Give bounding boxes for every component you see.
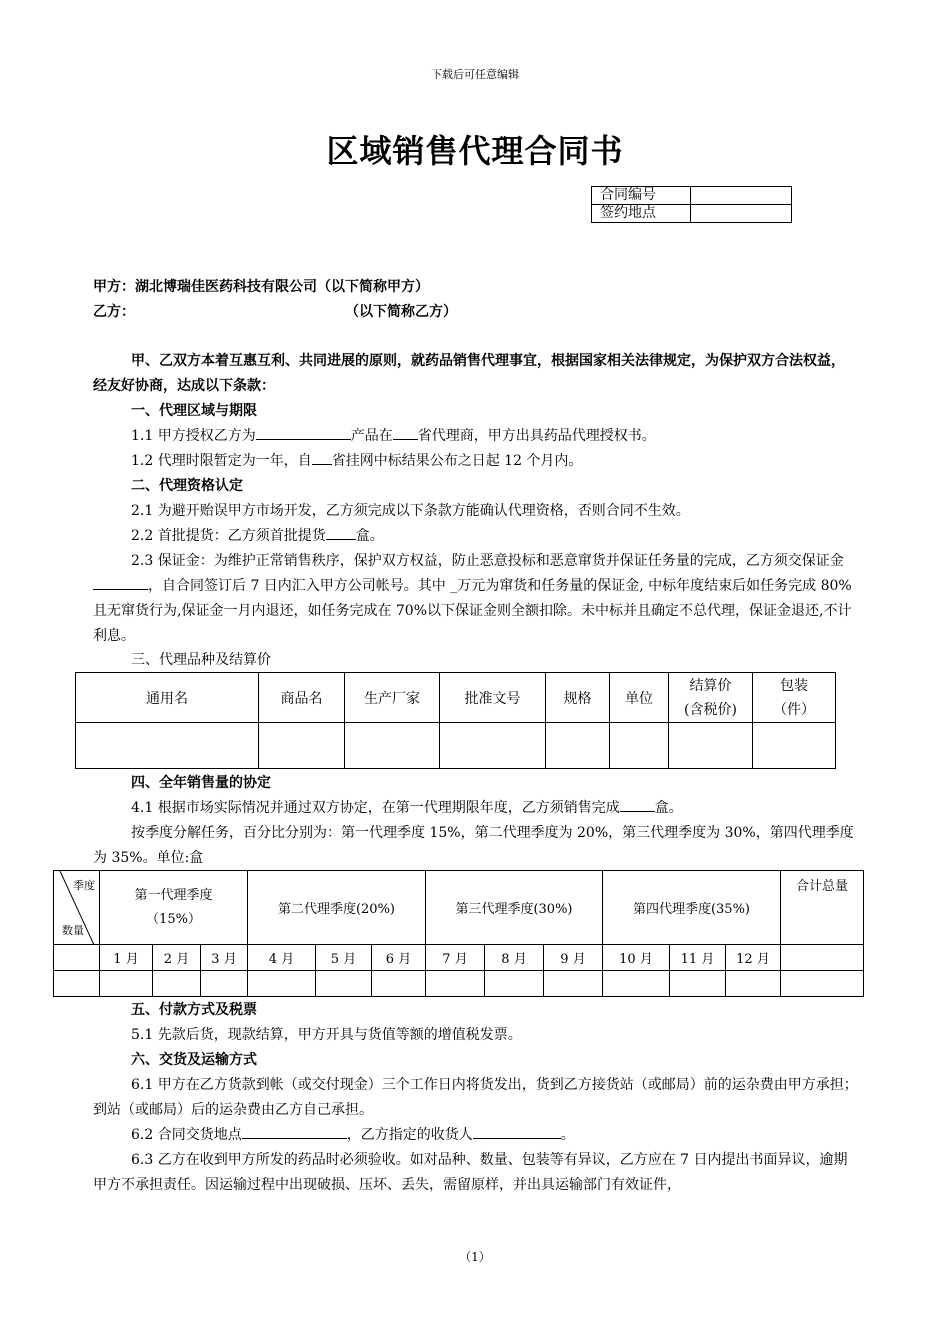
quarter-table — [53, 870, 864, 997]
clause-4-2: 按季度分解任务，百分比分别为：第一代理季度 15%，第二代理季度为 20%，第三代理季度为 30%，第四代理季度为 35%。单位:盒 — [93, 825, 854, 866]
col-approval-no: 批准文号 — [440, 673, 546, 723]
section-1 — [93, 399, 858, 474]
section-2 — [93, 474, 858, 649]
clause-2-2: 2.2 首批提货：乙方须首批提货 盒。 — [93, 524, 858, 549]
sign-place-label: 签约地点 — [592, 205, 691, 223]
total-header: 合计总量 — [781, 871, 864, 945]
section-3-title: 三、代理品种及结算价 — [131, 652, 271, 668]
header-note: 下载后可任意编辑 — [431, 68, 519, 81]
contract-no-value[interactable] — [691, 187, 792, 205]
page-title: 区域销售代理合同书 — [326, 132, 624, 170]
section-5-title: 五、付款方式及税票 — [131, 1002, 257, 1018]
clause-4-1: 4.1 根据市场实际情况并通过双方协定，在第一代理期限年度，乙方须销售完成 盒。 — [93, 796, 858, 821]
col-spec: 规格 — [546, 673, 610, 723]
quarter-1-header: 第一代理季度 （15%） — [100, 871, 248, 945]
month-cell: 1 月 — [100, 945, 153, 971]
cell-empty[interactable] — [76, 723, 259, 769]
page-number: （1） — [459, 1250, 491, 1264]
party-b-label: 乙方： — [93, 304, 135, 320]
month-cell: 7 月 — [426, 945, 485, 971]
section-4-title: 四、全年销售量的协定 — [131, 775, 271, 791]
month-cell: 12 月 — [726, 945, 781, 971]
section-4 — [93, 771, 858, 871]
clause-1-2: 1.2 代理时限暂定为一年，自 省挂网中标结果公布之日起 12 个月内。 — [93, 449, 858, 474]
col-settlement-price: 结算价 (含税价) — [669, 673, 753, 723]
clause-5-1: 5.1 先款后货，现款结算，甲方开具与货值等额的增值税发票。 — [131, 1027, 522, 1043]
party-b-suffix: （以下简称乙方） — [345, 304, 457, 320]
month-cell: 8 月 — [485, 945, 544, 971]
month-cell: 10 月 — [603, 945, 670, 971]
clause-6-2: 6.2 合同交货地点 ，乙方指定的收货人 。 — [93, 1123, 858, 1148]
section-5 — [93, 998, 858, 1048]
col-package: 包装 （件） — [753, 673, 836, 723]
quarter-3-header: 第三代理季度(30%) — [426, 871, 603, 945]
section-6 — [93, 1048, 858, 1198]
section-6-title: 六、交货及运输方式 — [131, 1052, 257, 1068]
section-2-title: 二、代理资格认定 — [131, 478, 243, 494]
month-cell: 5 月 — [316, 945, 372, 971]
quarter-4-header: 第四代理季度(35%) — [603, 871, 781, 945]
col-manufacturer: 生产厂家 — [345, 673, 440, 723]
clause-2-1: 2.1 为避开贻误甲方市场开发，乙方须完成以下条款方能确认代理资格，否则合同不生效。 — [131, 503, 690, 519]
col-unit: 单位 — [610, 673, 669, 723]
col-trade-name: 商品名 — [259, 673, 345, 723]
contract-info-table — [591, 186, 792, 223]
month-cell: 9 月 — [544, 945, 603, 971]
clause-6-1: 6.1 甲方在乙方货款到帐（或交付现金）三个工作日内将货发出，货到乙方接货站（或邮局）前的运杂费由甲方承担；到站（或邮局）后的运杂费由乙方自己承担。 — [93, 1077, 858, 1118]
diag-top-label: 季度 — [73, 879, 95, 892]
col-generic-name: 通用名 — [76, 673, 259, 723]
party-b — [93, 301, 457, 321]
clause-6-3: 6.3 乙方在收到甲方所发的药品时必须验收。如对品种、数量、包装等有异议，乙方应在 7 日内提出书面异议，逾期甲方不承担责任。因运输过程中出现破损、压坏、丢失，需留原样，并出具运输部门有效证件， — [93, 1152, 848, 1193]
month-cell: 6 月 — [372, 945, 426, 971]
diag-bottom-label: 数量 — [62, 924, 84, 937]
month-cell: 11 月 — [670, 945, 726, 971]
month-cell: 3 月 — [201, 945, 248, 971]
intro-paragraph: 甲、乙双方本着互惠互利、共同进展的原则，就药品销售代理事宜，根据国家相关法律规定，为保护双方合法权益，经友好协商，达成以下条款： — [93, 353, 845, 394]
clause-1-1: 1.1 甲方授权乙方为 产品在 省代理商，甲方出具药品代理授权书。 — [93, 424, 858, 449]
contract-no-label: 合同编号 — [592, 187, 691, 205]
party-a: 甲方：湖北博瑞佳医药科技有限公司（以下简称甲方） — [93, 279, 429, 295]
clause-2-3: 2.3 保证金：为维护正常销售秩序，保护双方权益，防止恶意投标和恶意窜货并保证任务量的完成，乙方须交保证金，自合同签订后 7 日内汇入甲方公司帐号。其中 _万元为窜货和任务量的保证金, 中标年度结束后如任务完成 80%且无窜货行为,保证金一月内退还，如任务完成在 70%以下保证金则全额扣除。未中标并且确定不总代理，保证金退还,不计利息。 — [93, 553, 852, 644]
product-table — [75, 672, 836, 769]
quarter-2-header: 第二代理季度(20%) — [248, 871, 426, 945]
diagonal-header-cell — [54, 871, 100, 945]
section-1-title: 一、代理区域与期限 — [131, 403, 257, 419]
month-cell: 4 月 — [248, 945, 316, 971]
month-cell: 2 月 — [153, 945, 201, 971]
sign-place-value[interactable] — [691, 205, 792, 223]
